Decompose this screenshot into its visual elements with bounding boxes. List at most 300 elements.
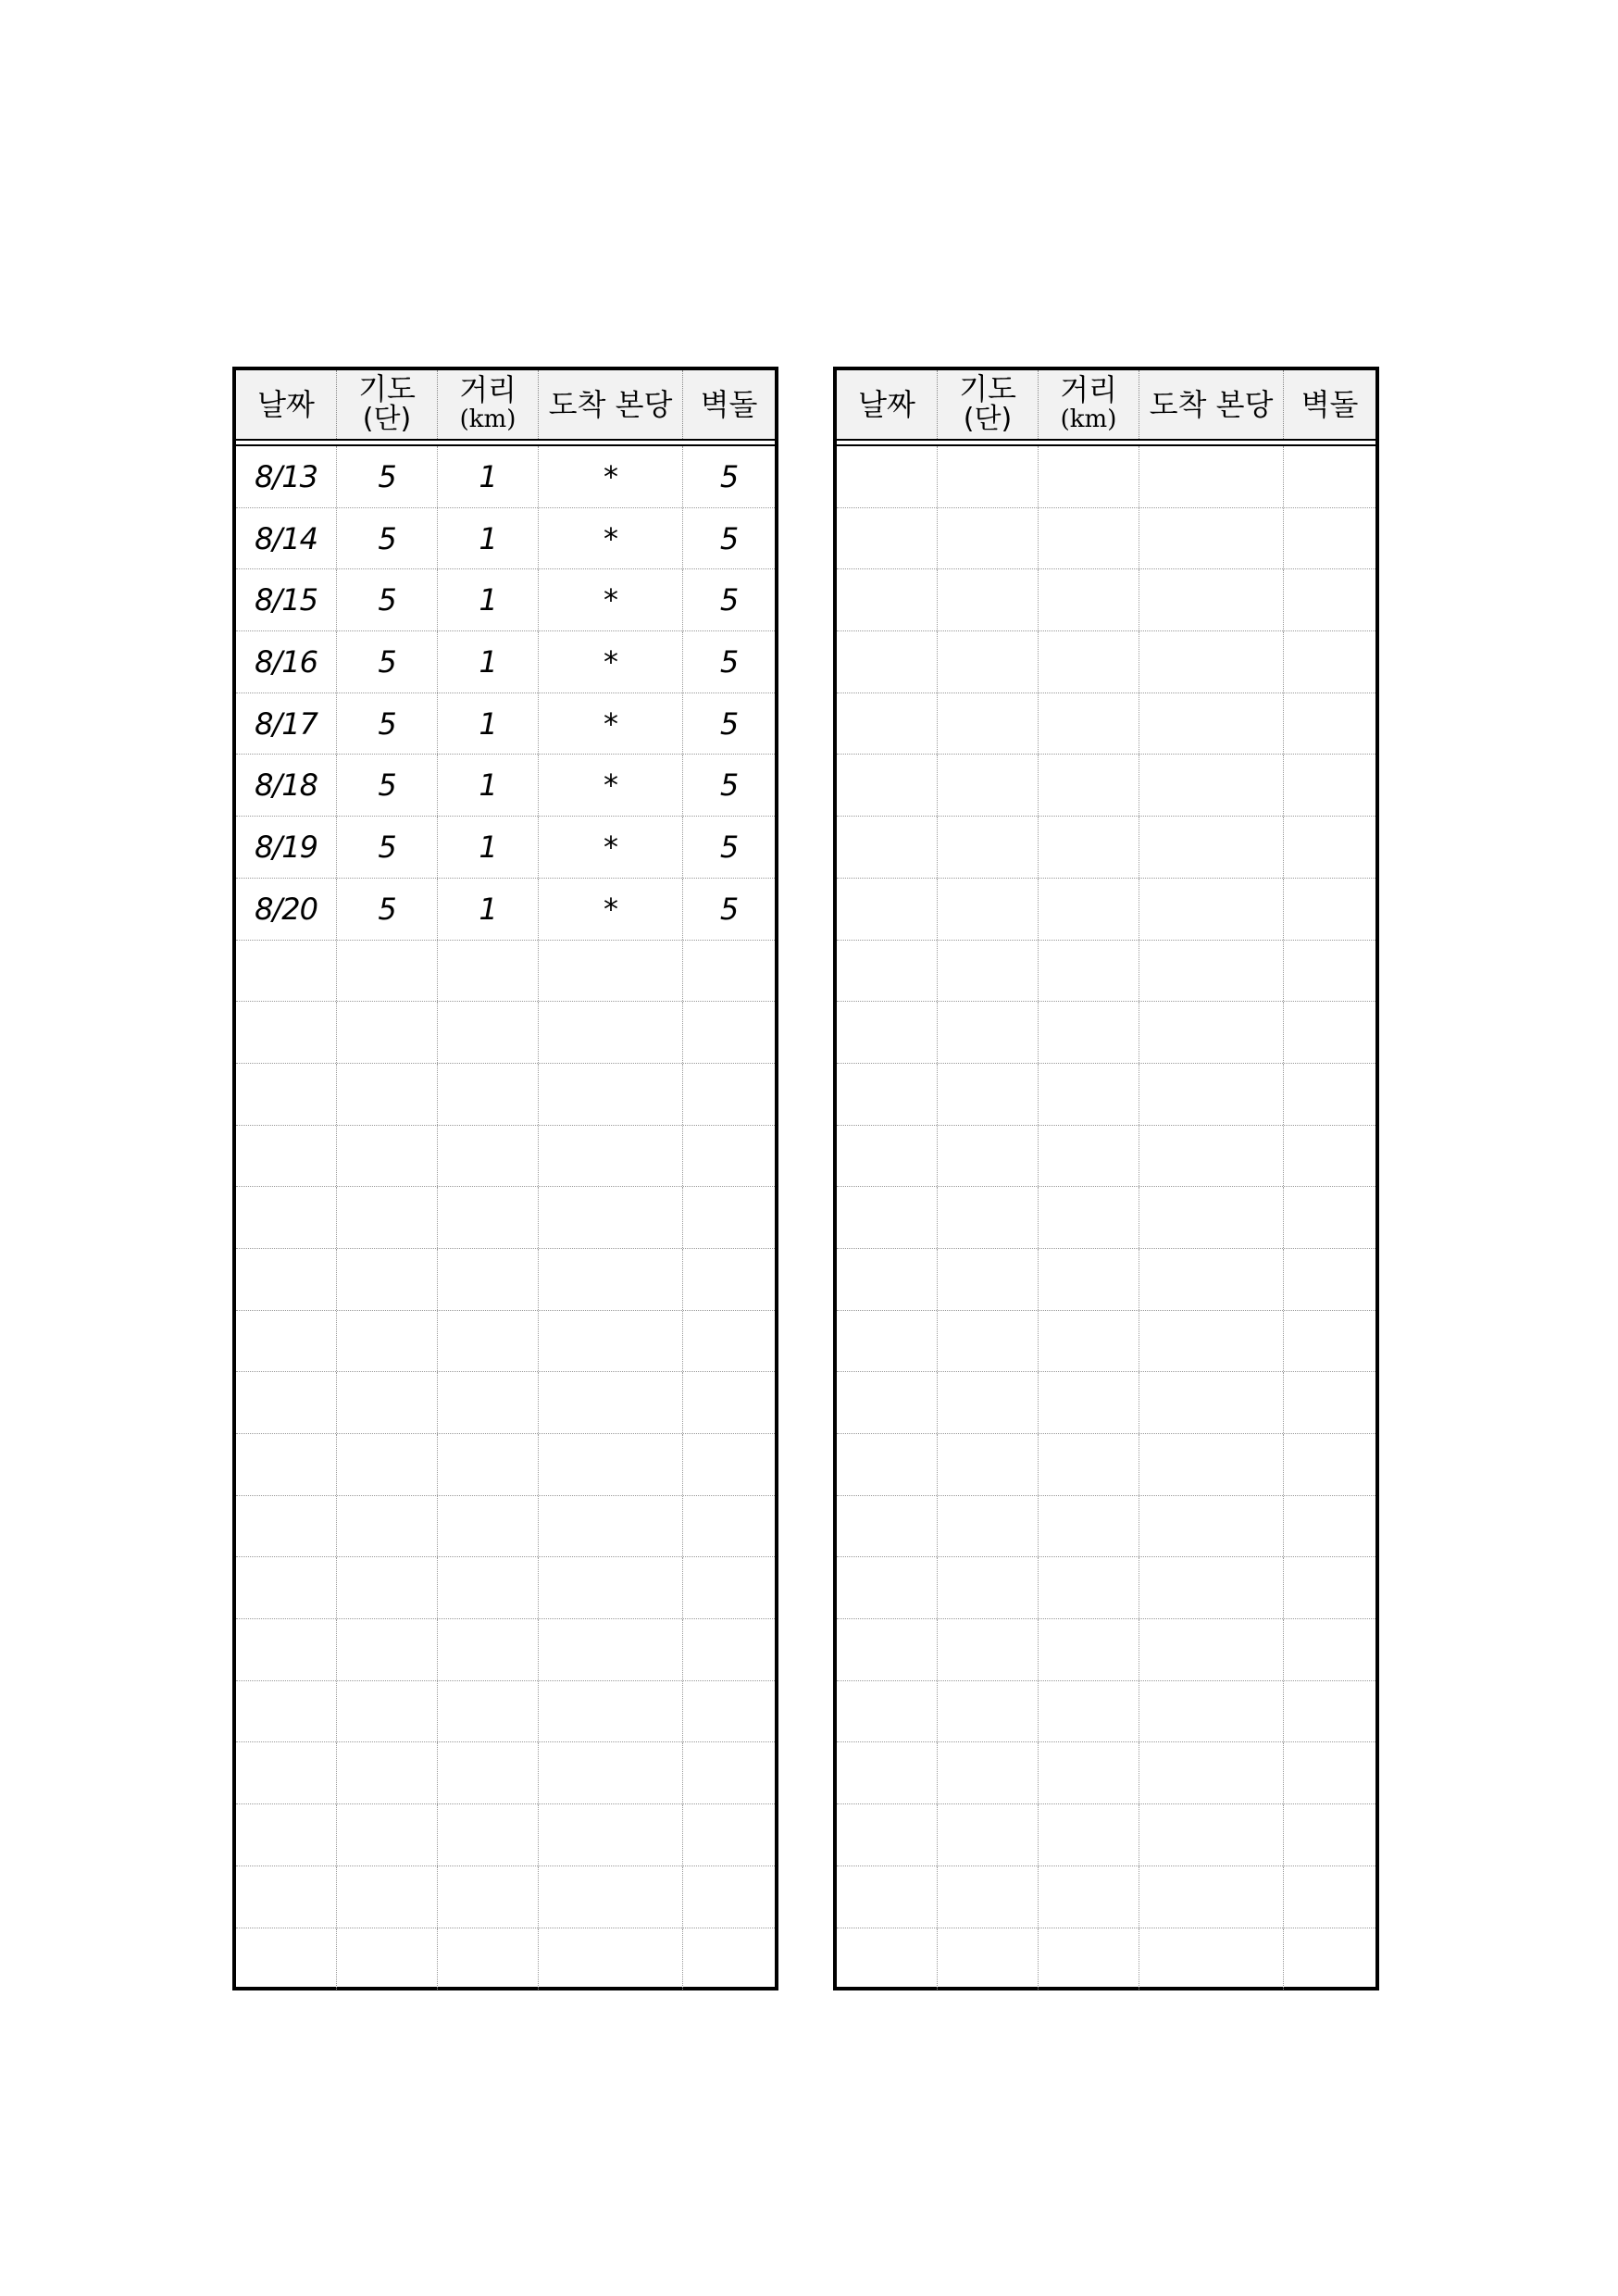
cell-prayer xyxy=(337,1002,438,1063)
cell-distance xyxy=(1039,631,1139,693)
cell-arrival xyxy=(539,1187,683,1248)
cell-date xyxy=(837,1002,938,1063)
table-row xyxy=(837,1557,1375,1619)
cell-distance xyxy=(438,1496,539,1557)
cell-brick: 5 xyxy=(719,891,739,927)
cell-brick xyxy=(683,1187,775,1248)
table-row xyxy=(837,1742,1375,1804)
cell-arrival xyxy=(1139,817,1284,878)
table-row xyxy=(837,1372,1375,1434)
cell-brick xyxy=(1284,1434,1375,1495)
cell-brick xyxy=(1284,1804,1375,1866)
cell-prayer xyxy=(938,1249,1039,1310)
cell-brick xyxy=(683,1681,775,1742)
cell-arrival xyxy=(1139,1619,1284,1680)
cell-brick xyxy=(1284,1742,1375,1803)
header-date xyxy=(837,370,938,439)
cell-distance xyxy=(1039,1866,1139,1928)
table-row xyxy=(236,1064,775,1126)
header-brick xyxy=(683,370,775,439)
cell-distance xyxy=(1039,941,1139,1002)
cell-distance xyxy=(438,1064,539,1125)
table-row xyxy=(837,693,1375,755)
cell-arrival xyxy=(539,1372,683,1433)
cell-prayer xyxy=(337,1372,438,1433)
table-row xyxy=(837,1681,1375,1743)
cell-brick xyxy=(1284,1496,1375,1557)
cell-brick xyxy=(1284,1311,1375,1372)
cell-arrival xyxy=(1139,1742,1284,1803)
cell-prayer: 5 xyxy=(337,879,438,940)
log-table-left xyxy=(232,367,778,1990)
cell-arrival xyxy=(1139,631,1284,693)
cell-prayer xyxy=(938,1619,1039,1680)
header-date xyxy=(236,370,337,439)
cell-date xyxy=(837,1681,938,1742)
cell-date: 8/20 xyxy=(236,879,337,940)
cell-date xyxy=(837,1249,938,1310)
cell-prayer xyxy=(938,941,1039,1002)
cell-date xyxy=(837,1619,938,1680)
cell-date xyxy=(837,1928,938,1990)
cell-brick xyxy=(683,941,775,1002)
cell-distance xyxy=(1039,446,1139,507)
cell-date xyxy=(236,1434,337,1495)
cell-arrival xyxy=(1139,1434,1284,1495)
cell-arrival xyxy=(1139,1064,1284,1125)
cell-prayer xyxy=(337,1928,438,1990)
cell-arrival xyxy=(539,1311,683,1372)
table-row xyxy=(837,879,1375,941)
cell-brick: 5 xyxy=(719,458,739,494)
cell-arrival: * xyxy=(539,631,683,693)
header-distance-label: 거리 xyxy=(1060,372,1117,407)
cell-brick xyxy=(683,1866,775,1928)
cell-prayer xyxy=(938,1928,1039,1990)
table-row xyxy=(837,1804,1375,1866)
cell-arrival: * xyxy=(539,879,683,940)
cell-distance xyxy=(1039,1434,1139,1495)
cell-date xyxy=(837,1804,938,1866)
header-arrival-label: 도착 본당 xyxy=(548,387,673,422)
cell-distance xyxy=(1039,1311,1139,1372)
cell-arrival xyxy=(539,1064,683,1125)
cell-date xyxy=(837,755,938,816)
cell-arrival xyxy=(1139,1002,1284,1063)
table-row xyxy=(837,508,1375,570)
cell-prayer xyxy=(938,1434,1039,1495)
cell-brick xyxy=(1284,446,1375,507)
cell-date xyxy=(837,1866,938,1928)
cell-brick: 5 xyxy=(719,643,739,680)
cell-arrival xyxy=(1139,446,1284,507)
cell-distance xyxy=(1039,1187,1139,1248)
cell-date xyxy=(837,446,938,507)
cell-date: 8/14 xyxy=(236,508,337,569)
cell-date xyxy=(236,1187,337,1248)
cell-date xyxy=(837,1557,938,1618)
table-header xyxy=(236,370,775,441)
cell-arrival xyxy=(1139,1557,1284,1618)
cell-date xyxy=(236,1804,337,1866)
cell-arrival xyxy=(1139,1928,1284,1990)
table-row xyxy=(236,1249,775,1311)
cell-date xyxy=(837,1064,938,1125)
cell-brick xyxy=(1284,1249,1375,1310)
cell-distance xyxy=(1039,508,1139,569)
table-row xyxy=(236,1311,775,1373)
cell-brick xyxy=(683,1434,775,1495)
cell-prayer xyxy=(337,1064,438,1125)
table-row xyxy=(837,817,1375,879)
cell-date xyxy=(837,693,938,755)
table-row xyxy=(837,1434,1375,1496)
table-row xyxy=(837,1866,1375,1928)
header-brick-label: 벽돌 xyxy=(1301,387,1359,422)
header-distance-unit: (km) xyxy=(1060,406,1117,433)
cell-prayer xyxy=(337,1434,438,1495)
cell-distance xyxy=(438,1557,539,1618)
cell-arrival xyxy=(539,1557,683,1618)
table-row xyxy=(236,1681,775,1743)
cell-date xyxy=(837,817,938,878)
cell-prayer xyxy=(938,1496,1039,1557)
cell-brick xyxy=(1284,693,1375,755)
cell-arrival xyxy=(539,1681,683,1742)
cell-distance xyxy=(438,1249,539,1310)
cell-date xyxy=(837,1187,938,1248)
cell-arrival xyxy=(539,1249,683,1310)
cell-arrival xyxy=(1139,1249,1284,1310)
cell-brick xyxy=(683,1496,775,1557)
cell-date: 8/15 xyxy=(236,569,337,630)
cell-prayer xyxy=(938,755,1039,816)
header-arrival xyxy=(1139,370,1284,439)
table-row xyxy=(837,1249,1375,1311)
table-row xyxy=(837,631,1375,693)
cell-arrival xyxy=(1139,1804,1284,1866)
cell-prayer xyxy=(938,508,1039,569)
cell-prayer xyxy=(938,1804,1039,1866)
table-row xyxy=(837,1311,1375,1373)
cell-date xyxy=(236,1866,337,1928)
table-body xyxy=(837,446,1375,1990)
cell-date xyxy=(236,1311,337,1372)
table-row xyxy=(837,1496,1375,1558)
table-row xyxy=(236,508,775,570)
cell-prayer xyxy=(337,1187,438,1248)
cell-distance xyxy=(438,1619,539,1680)
cell-distance xyxy=(1039,1557,1139,1618)
table-row xyxy=(236,1619,775,1681)
cell-arrival xyxy=(1139,1496,1284,1557)
cell-arrival xyxy=(1139,693,1284,755)
cell-arrival: * xyxy=(539,569,683,630)
cell-brick xyxy=(683,1002,775,1063)
cell-brick xyxy=(683,1742,775,1803)
cell-date xyxy=(236,1496,337,1557)
cell-distance xyxy=(1039,1619,1139,1680)
cell-prayer xyxy=(337,1681,438,1742)
cell-prayer xyxy=(938,631,1039,693)
cell-distance xyxy=(1039,693,1139,755)
cell-distance xyxy=(438,1311,539,1372)
cell-prayer xyxy=(938,1126,1039,1187)
cell-date xyxy=(236,1557,337,1618)
cell-date xyxy=(837,508,938,569)
cell-prayer: 5 xyxy=(337,446,438,507)
cell-distance: 1 xyxy=(438,631,539,693)
cell-arrival: * xyxy=(539,508,683,569)
cell-arrival xyxy=(539,1928,683,1990)
cell-brick xyxy=(1284,1187,1375,1248)
cell-brick xyxy=(1284,631,1375,693)
cell-brick xyxy=(1284,1866,1375,1928)
table-row xyxy=(837,1187,1375,1249)
cell-brick xyxy=(683,1804,775,1866)
cell-arrival xyxy=(1139,508,1284,569)
cell-brick xyxy=(1284,817,1375,878)
cell-brick xyxy=(1284,508,1375,569)
cell-arrival xyxy=(1139,755,1284,816)
cell-distance xyxy=(1039,1681,1139,1742)
table-row xyxy=(837,755,1375,817)
cell-date xyxy=(837,879,938,940)
cell-brick xyxy=(683,1928,775,1990)
header-date-label: 날짜 xyxy=(257,387,315,422)
cell-date xyxy=(236,941,337,1002)
cell-prayer xyxy=(337,941,438,1002)
cell-brick: 5 xyxy=(719,705,739,742)
table-body xyxy=(236,446,775,1990)
cell-brick xyxy=(1284,1126,1375,1187)
cell-prayer xyxy=(337,1311,438,1372)
table-row xyxy=(837,941,1375,1003)
cell-date xyxy=(837,1496,938,1557)
cell-prayer xyxy=(337,1804,438,1866)
cell-brick: 5 xyxy=(719,582,739,618)
header-prayer-label: 기도 xyxy=(358,371,416,406)
cell-date xyxy=(236,1126,337,1187)
table-row xyxy=(236,1372,775,1434)
cell-distance xyxy=(438,1187,539,1248)
cell-distance xyxy=(1039,1064,1139,1125)
cell-prayer: 5 xyxy=(337,817,438,878)
cell-arrival xyxy=(1139,569,1284,630)
header-prayer-label: 기도 xyxy=(959,371,1016,406)
header-prayer xyxy=(938,370,1039,439)
cell-prayer xyxy=(938,693,1039,755)
cell-prayer xyxy=(938,569,1039,630)
cell-distance: 1 xyxy=(438,693,539,755)
cell-brick xyxy=(683,1126,775,1187)
cell-distance: 1 xyxy=(438,569,539,630)
cell-brick xyxy=(1284,1557,1375,1618)
cell-prayer xyxy=(337,1249,438,1310)
header-brick-label: 벽돌 xyxy=(700,387,758,422)
cell-distance: 1 xyxy=(438,446,539,507)
cell-brick xyxy=(683,1372,775,1433)
cell-distance xyxy=(1039,1742,1139,1803)
cell-distance: 1 xyxy=(438,879,539,940)
cell-date xyxy=(236,1372,337,1433)
cell-date xyxy=(837,941,938,1002)
table-row xyxy=(236,569,775,631)
cell-arrival xyxy=(539,1434,683,1495)
cell-date xyxy=(837,631,938,693)
cell-distance xyxy=(438,1372,539,1433)
cell-arrival: * xyxy=(539,446,683,507)
cell-distance xyxy=(1039,1126,1139,1187)
cell-arrival xyxy=(539,1742,683,1803)
cell-distance: 1 xyxy=(438,508,539,569)
cell-prayer xyxy=(337,1126,438,1187)
cell-date xyxy=(236,1742,337,1803)
cell-brick xyxy=(1284,1681,1375,1742)
cell-arrival xyxy=(539,1619,683,1680)
table-row xyxy=(236,817,775,879)
cell-arrival xyxy=(1139,1126,1284,1187)
cell-date: 8/18 xyxy=(236,755,337,816)
cell-prayer xyxy=(938,446,1039,507)
cell-date xyxy=(236,1002,337,1063)
cell-date xyxy=(837,1311,938,1372)
cell-date xyxy=(837,1372,938,1433)
cell-distance xyxy=(438,1928,539,1990)
table-row xyxy=(837,1064,1375,1126)
table-row xyxy=(837,1619,1375,1681)
cell-brick xyxy=(1284,1619,1375,1680)
cell-arrival xyxy=(539,1804,683,1866)
cell-brick: 5 xyxy=(719,767,739,804)
cell-brick xyxy=(1284,1372,1375,1433)
table-row xyxy=(837,1002,1375,1064)
table-row xyxy=(236,1557,775,1619)
header-date-label: 날짜 xyxy=(858,387,915,422)
cell-arrival xyxy=(539,1866,683,1928)
cell-arrival xyxy=(539,1496,683,1557)
cell-distance xyxy=(1039,1928,1139,1990)
cell-prayer xyxy=(938,1742,1039,1803)
cell-prayer: 5 xyxy=(337,755,438,816)
cell-arrival xyxy=(1139,1866,1284,1928)
cell-brick xyxy=(1284,755,1375,816)
cell-arrival xyxy=(1139,879,1284,940)
cell-arrival xyxy=(539,941,683,1002)
cell-distance xyxy=(438,1126,539,1187)
table-row xyxy=(236,1434,775,1496)
cell-distance xyxy=(1039,817,1139,878)
table-row xyxy=(837,1126,1375,1188)
header-distance-unit: (km) xyxy=(459,406,517,433)
cell-arrival: * xyxy=(539,817,683,878)
cell-prayer xyxy=(938,1187,1039,1248)
cell-distance xyxy=(1039,755,1139,816)
cell-brick xyxy=(1284,941,1375,1002)
cell-arrival: * xyxy=(539,693,683,755)
table-row xyxy=(236,879,775,941)
cell-prayer xyxy=(938,879,1039,940)
cell-distance xyxy=(1039,1804,1139,1866)
header-arrival xyxy=(539,370,683,439)
cell-brick xyxy=(1284,1064,1375,1125)
cell-distance xyxy=(438,1434,539,1495)
cell-date xyxy=(236,1249,337,1310)
cell-date: 8/19 xyxy=(236,817,337,878)
cell-distance: 1 xyxy=(438,755,539,816)
cell-prayer xyxy=(337,1619,438,1680)
cell-distance xyxy=(438,1866,539,1928)
table-row xyxy=(236,1126,775,1188)
cell-prayer xyxy=(938,1557,1039,1618)
cell-distance xyxy=(438,1681,539,1742)
cell-distance xyxy=(438,1804,539,1866)
cell-brick xyxy=(683,1557,775,1618)
cell-prayer xyxy=(337,1742,438,1803)
cell-distance xyxy=(1039,1372,1139,1433)
cell-date xyxy=(837,1742,938,1803)
header-arrival-label: 도착 본당 xyxy=(1149,387,1274,422)
cell-arrival xyxy=(1139,1372,1284,1433)
table-row xyxy=(837,1928,1375,1990)
cell-prayer xyxy=(938,1681,1039,1742)
header-prayer-unit: (단) xyxy=(362,403,412,435)
cell-prayer xyxy=(938,817,1039,878)
cell-distance xyxy=(1039,1496,1139,1557)
cell-date: 8/17 xyxy=(236,693,337,755)
table-row xyxy=(236,631,775,693)
header-distance xyxy=(1039,370,1139,439)
cell-arrival xyxy=(1139,1187,1284,1248)
cell-distance xyxy=(438,1002,539,1063)
cell-date xyxy=(236,1928,337,1990)
table-row xyxy=(236,941,775,1003)
cell-brick xyxy=(683,1311,775,1372)
cell-distance xyxy=(1039,1002,1139,1063)
cell-arrival xyxy=(539,1126,683,1187)
cell-distance: 1 xyxy=(438,817,539,878)
cell-brick: 5 xyxy=(719,520,739,556)
table-row xyxy=(236,1804,775,1866)
cell-arrival xyxy=(1139,1681,1284,1742)
table-header xyxy=(837,370,1375,441)
table-row xyxy=(236,1002,775,1064)
table-row xyxy=(236,755,775,817)
cell-brick xyxy=(1284,569,1375,630)
cell-date xyxy=(837,569,938,630)
cell-date xyxy=(837,1434,938,1495)
cell-distance xyxy=(438,1742,539,1803)
table-row xyxy=(236,1496,775,1558)
cell-distance xyxy=(1039,569,1139,630)
cell-brick xyxy=(683,1619,775,1680)
cell-brick xyxy=(683,1249,775,1310)
cell-distance xyxy=(1039,1249,1139,1310)
table-row xyxy=(837,446,1375,508)
header-distance xyxy=(438,370,539,439)
cell-arrival xyxy=(1139,941,1284,1002)
table-row xyxy=(236,446,775,508)
log-table-right xyxy=(833,367,1379,1990)
cell-arrival xyxy=(539,1002,683,1063)
cell-prayer: 5 xyxy=(337,693,438,755)
cell-distance xyxy=(1039,879,1139,940)
cell-prayer: 5 xyxy=(337,631,438,693)
cell-prayer xyxy=(337,1557,438,1618)
header-prayer-unit: (단) xyxy=(963,403,1013,435)
cell-arrival: * xyxy=(539,755,683,816)
cell-brick xyxy=(1284,879,1375,940)
